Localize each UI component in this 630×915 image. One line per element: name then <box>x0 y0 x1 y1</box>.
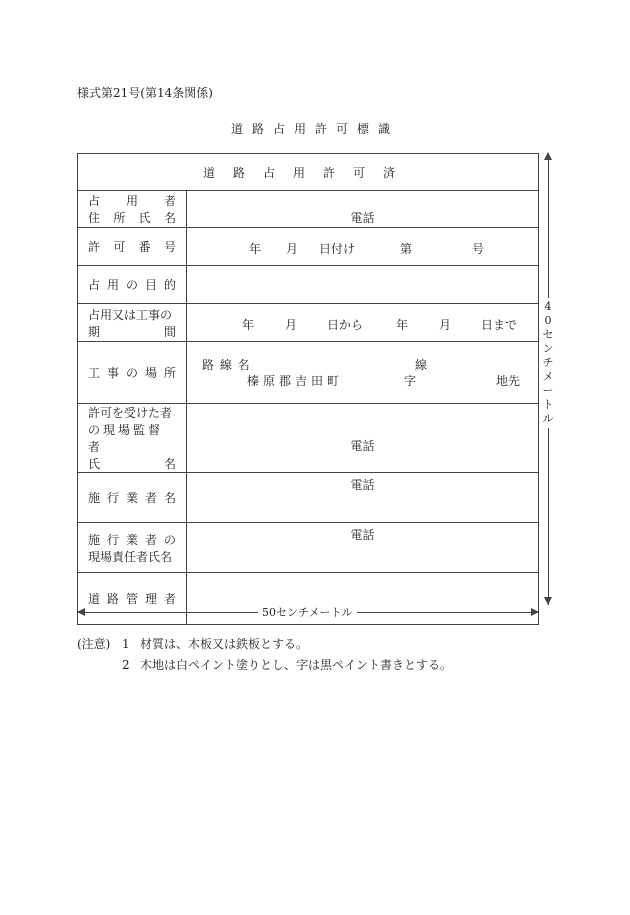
note-item: 2 木地は白ペイント塗りとし、字は黒ペイント書きとする。 <box>122 658 453 672</box>
purpose-label: 占 用 の 目 的 <box>78 266 187 304</box>
supervisor-value: 電話 <box>187 404 539 473</box>
period-row <box>78 304 539 342</box>
permit-number-value: 年 月 日付け 第 号 <box>187 228 539 266</box>
height-dimension-label: 4 0 セ ン チ メ ー ト ル <box>541 298 555 428</box>
work-place-row <box>78 342 539 404</box>
occupant-row <box>78 191 539 228</box>
site-manager-row <box>78 523 539 573</box>
note-item: (注意) 1 材質は、木板又は鉄板とする。 <box>77 637 309 651</box>
form-number: 様式第21号(第14条関係) <box>77 86 213 100</box>
permit-sign-table <box>77 153 539 625</box>
arrow-down-icon <box>544 597 552 605</box>
period-value: 年 月 日から 年 月 日まで <box>187 304 539 342</box>
occupant-label: 占 用 者 住 所 氏 名 <box>78 191 187 228</box>
road-admin-label: 道 路 管 理 者 <box>78 573 187 625</box>
site-manager-label: 施 行 業 者 の 現場責任者氏名 <box>78 523 187 573</box>
contractor-row <box>78 473 539 523</box>
sign-header: 道路占用許可済 <box>78 154 539 191</box>
work-place-label: 工 事 の 場 所 <box>78 342 187 404</box>
notes <box>77 634 452 676</box>
width-dimension-label: 50センチメートル <box>258 604 357 620</box>
permit-number-label: 許 可 番 号 <box>78 228 187 266</box>
supervisor-label: 許可を受けた者 の現場監督者 氏 名 <box>78 404 187 473</box>
work-place-value: 路 線 名 線 榛原郡吉田町 字 地先 <box>187 342 539 404</box>
arrow-left-icon <box>77 608 85 616</box>
document-title: 道路占用許可標識 <box>230 122 399 136</box>
road-admin-value <box>187 573 539 625</box>
period-label: 占用又は工事の 期 間 <box>78 304 187 342</box>
supervisor-row <box>78 404 539 473</box>
contractor-label: 施 行 業 者 名 <box>78 473 187 523</box>
purpose-value <box>187 266 539 304</box>
arrow-up-icon <box>544 152 552 160</box>
purpose-row <box>78 266 539 304</box>
arrow-right-icon <box>531 608 539 616</box>
site-manager-value: 電話 <box>187 523 539 573</box>
permit-number-row <box>78 228 539 266</box>
occupant-value: 電話 <box>187 191 539 228</box>
contractor-value: 電話 <box>187 473 539 523</box>
